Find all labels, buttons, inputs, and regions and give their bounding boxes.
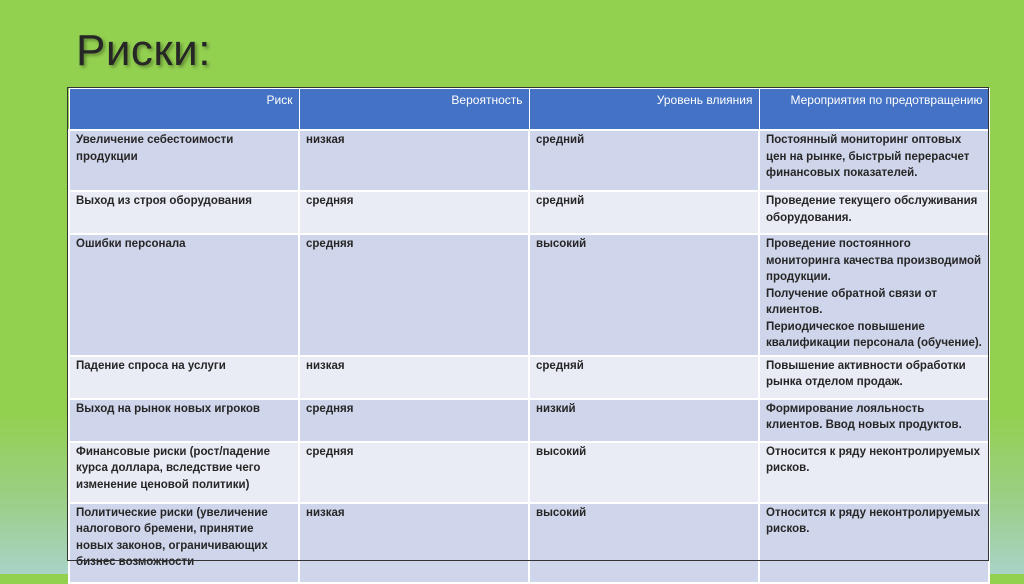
- table-row: [69, 399, 989, 442]
- cell-probability: низкая: [299, 503, 529, 583]
- table-row: [69, 191, 989, 234]
- table-row: [69, 503, 989, 583]
- cell-probability: низкая: [299, 356, 529, 399]
- table-row: [69, 130, 989, 191]
- cell-impact: высокий: [529, 442, 759, 503]
- cell-risk: Финансовые риски (рост/падение курса доллара, вследствие чего изменение ценовой политики): [69, 442, 299, 503]
- cell-probability: средняя: [299, 442, 529, 503]
- cell-impact: средняй: [529, 356, 759, 399]
- cell-probability: средняя: [299, 399, 529, 442]
- header-risk: Риск: [69, 89, 299, 131]
- cell-risk: Выход из строя оборудования: [69, 191, 299, 234]
- cell-risk: Падение спроса на услуги: [69, 356, 299, 399]
- cell-impact: средний: [529, 191, 759, 234]
- cell-risk: Политические риски (увеличение налогового бремени, принятие новых законов, ограничивающих бизнес возможности: [69, 503, 299, 583]
- table-row: [69, 234, 989, 356]
- cell-risk: Увеличение себестоимости продукции: [69, 130, 299, 191]
- cell-measures: Постоянный мониторинг оптовых цен на рынке, быстрый перерасчет финансовых показателей.: [759, 130, 989, 191]
- header-probability: Вероятность: [299, 89, 529, 131]
- cell-measures: Проведение текущего обслуживания оборудования.: [759, 191, 989, 234]
- cell-probability: низкая: [299, 130, 529, 191]
- cell-impact: низкий: [529, 399, 759, 442]
- cell-measures: Проведение постоянного мониторинга качества производимой продукции. Получение обратной связи от клиентов. Периодическое повышение квалификации персонала (обучение).: [759, 234, 989, 356]
- cell-measures: Формирование лояльность клиентов. Ввод новых продуктов.: [759, 399, 989, 442]
- table-row: [69, 442, 989, 503]
- cell-measures: Повышение активности обработки рынка отделом продаж.: [759, 356, 989, 399]
- cell-risk: Ошибки персонала: [69, 234, 299, 356]
- cell-measures: Относится к ряду неконтролируемых рисков.: [759, 442, 989, 503]
- slide-title: Риски:: [76, 26, 211, 75]
- table-header-row: [69, 89, 989, 131]
- cell-impact: высокий: [529, 503, 759, 583]
- cell-measures: Относится к ряду неконтролируемых рисков.: [759, 503, 989, 583]
- cell-risk: Выход на рынок новых игроков: [69, 399, 299, 442]
- cell-probability: средняя: [299, 191, 529, 234]
- header-measures: Мероприятия по предотвращению: [759, 89, 989, 131]
- risk-table: [68, 88, 990, 584]
- header-impact: Уровень влияния: [529, 89, 759, 131]
- cell-impact: высокий: [529, 234, 759, 356]
- cell-impact: средний: [529, 130, 759, 191]
- cell-probability: средняя: [299, 234, 529, 356]
- table-row: [69, 356, 989, 399]
